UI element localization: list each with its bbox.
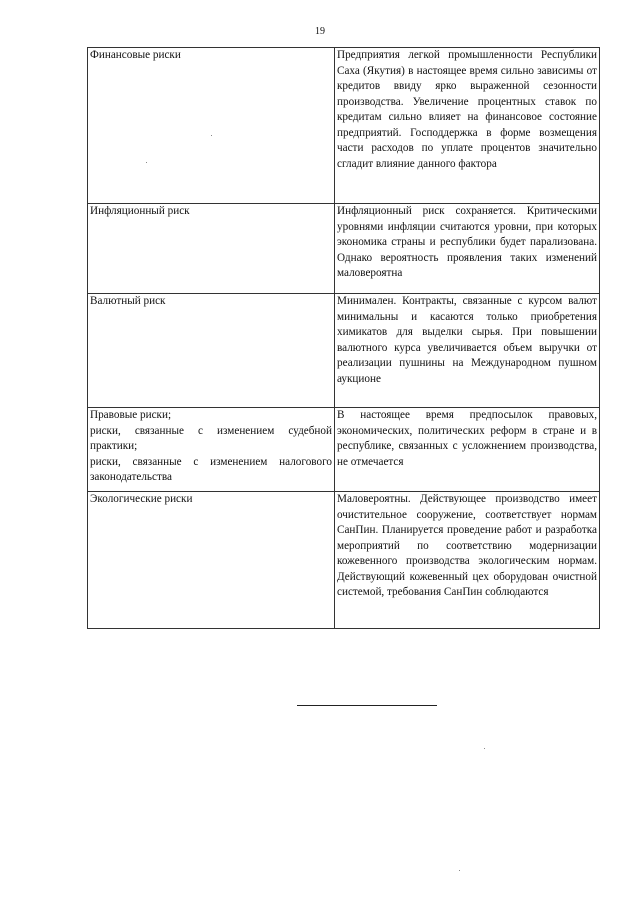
risk-description: Предприятия легкой промышленности Республики Саха (Якутия) в настоящее время сильно зависимы от кредитов ввиду ярко выраженной сезонности производства. Увеличение процентных ставок по кредитам сильно влияет на финансовое состояние предприятий. Господдержка в форме возмещения части расходов по уплате процентов значительно сгладит влияние данного фактора xyxy=(335,48,600,204)
page-number: 19 xyxy=(315,26,325,37)
table-row xyxy=(88,294,600,408)
risk-name-cell xyxy=(88,294,335,408)
risk-name: Валютный риск xyxy=(90,295,166,307)
scan-speck xyxy=(211,135,212,136)
scan-speck xyxy=(146,162,147,163)
risk-name: Финансовые риски xyxy=(90,49,181,61)
risk-name-cell xyxy=(88,204,335,294)
risk-name-cell xyxy=(88,48,335,204)
risk-name: риски, связанные с изменением судебной практики; xyxy=(90,424,332,452)
risk-description: Маловероятны. Действующее производство имеет очистительное сооружение, соответствует нормам СанПин. Планируется проведение работ и разработка мероприятий по соответствию модернизации кожевенного производства экологическим нормам. Действующий кожевенный цех оборудован очистной системой, требования СанПин соблюдаются xyxy=(335,492,600,629)
table-row xyxy=(88,492,600,629)
risk-table xyxy=(87,47,600,629)
risk-name: риски, связанные с изменением налогового законодательства xyxy=(90,455,332,483)
scan-speck xyxy=(459,870,460,871)
footer-rule xyxy=(297,705,437,706)
risk-name-cell xyxy=(88,408,335,492)
risk-description: Инфляционный риск сохраняется. Критическими уровнями инфляции считаются уровни, при которых экономика страны и республики будет парализована. Однако вероятность проявления таких изменений маловероятна xyxy=(335,204,600,294)
risk-description: В настоящее время предпосылок правовых, экономических, политических реформ в стране и в республике, связанных с усложнением производства, не отмечается xyxy=(335,408,600,492)
table-row xyxy=(88,408,600,492)
risk-name: Инфляционный риск xyxy=(90,205,190,217)
risk-name-cell xyxy=(88,492,335,629)
table-row xyxy=(88,48,600,204)
risk-description: Минимален. Контракты, связанные с курсом валют минимальны и касаются только приобретения химикатов для выделки сырья. При повышении валютного курса увеличивается объем выручки от реализации пушнины на Международном пушном аукционе xyxy=(335,294,600,408)
table-row xyxy=(88,204,600,294)
risk-name: Правовые риски; xyxy=(90,409,172,421)
scan-speck xyxy=(484,748,485,749)
risk-name: Экологические риски xyxy=(90,493,193,505)
